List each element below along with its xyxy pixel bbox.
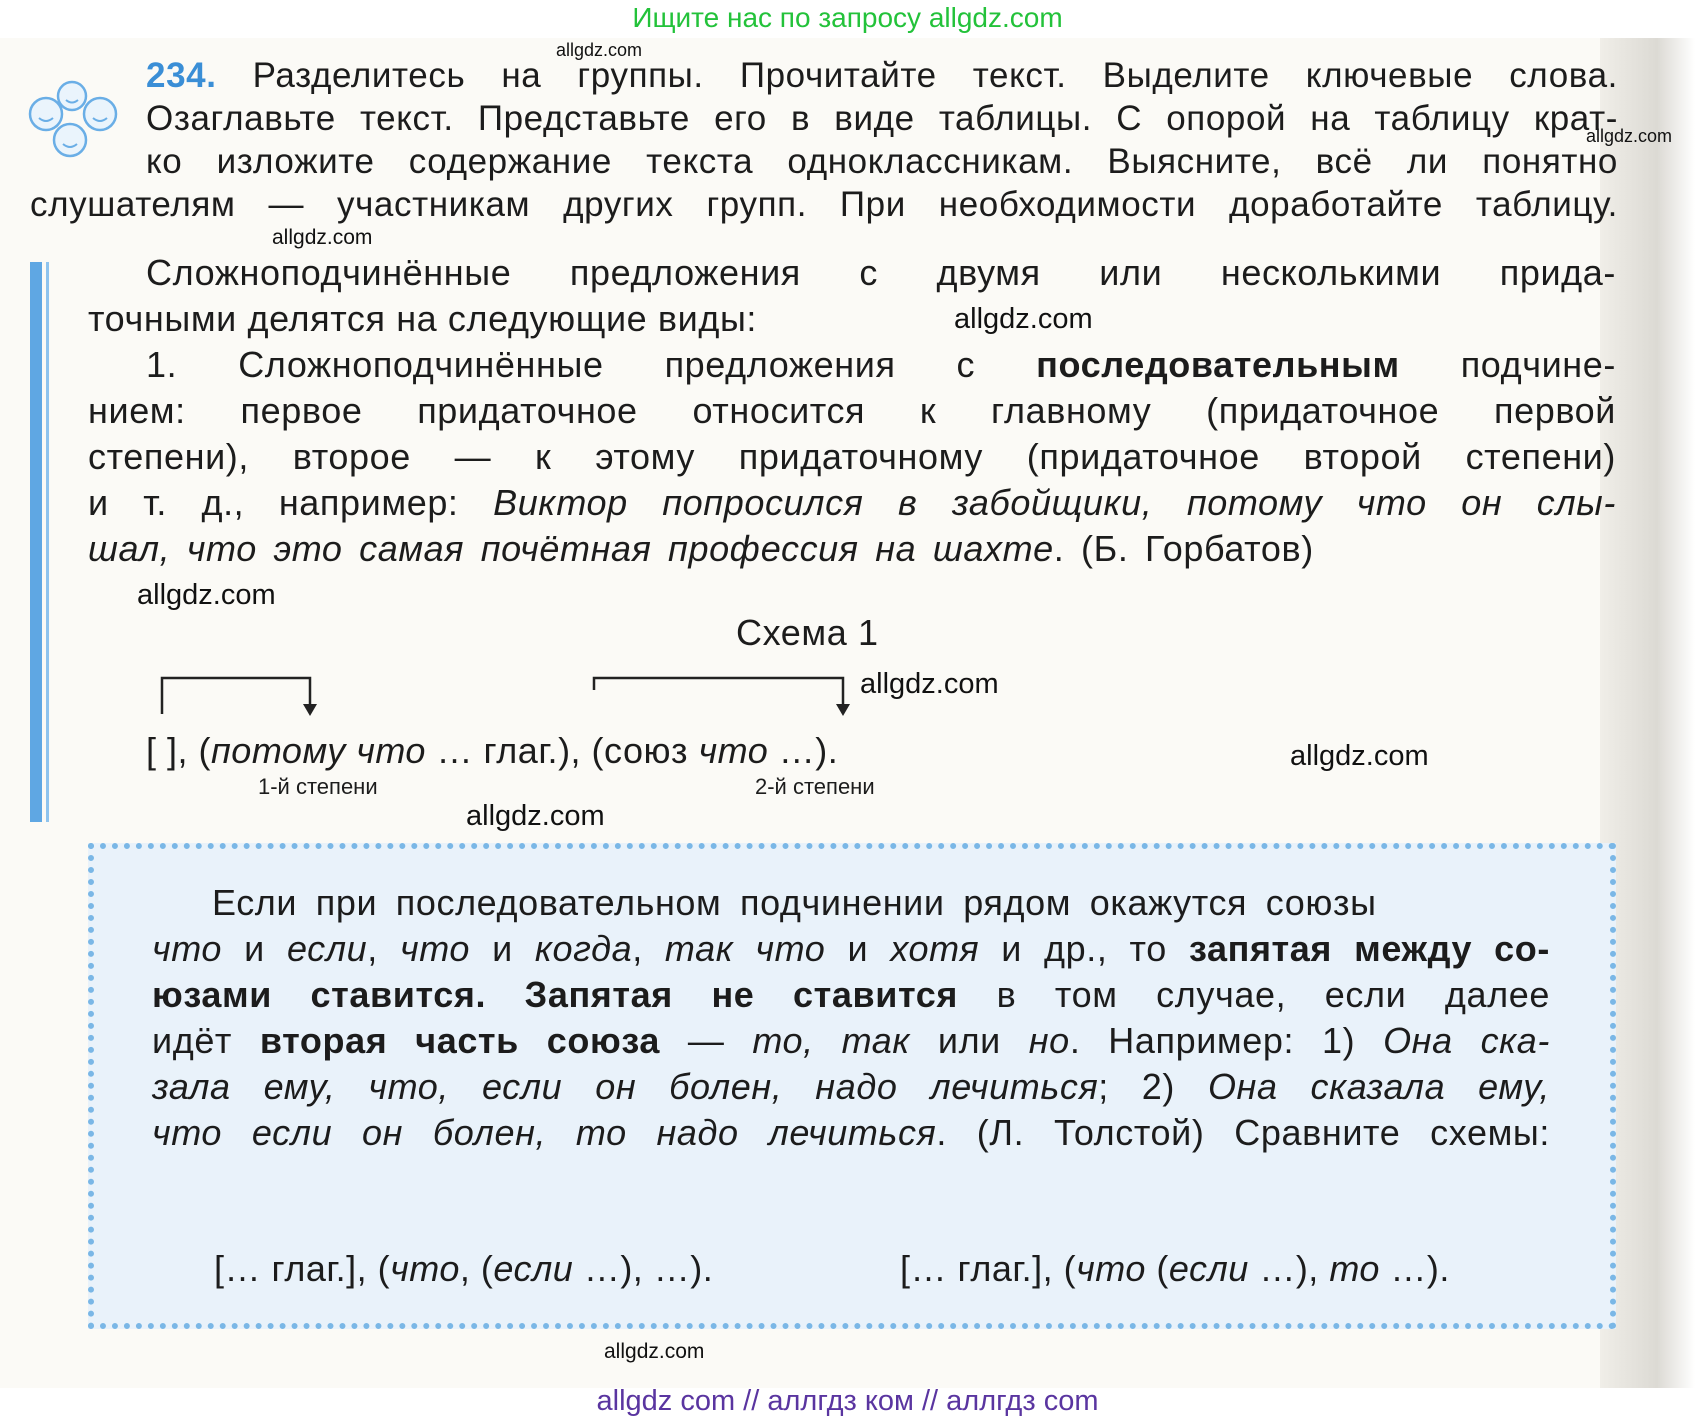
- watermark: allgdz.com: [466, 800, 605, 832]
- scheme2b-formula: [… глаг.], (что (если …), то …).: [900, 1248, 1450, 1289]
- scheme1-label-first-degree: 1-й степени: [258, 774, 378, 799]
- theory-line-7: шал, что это самая почётная профессия на шахте. (Б. Горбатов): [88, 528, 1314, 569]
- theory-line-6: и т. д., например: Виктор попросился в забойщики, потому что он слы-: [88, 482, 1616, 523]
- theory-line-5: степени), второе — к этому придаточному (придаточное второй степени): [88, 436, 1616, 477]
- theory-line-1: Сложноподчинённые предложения с двумя или несколькими прида-: [146, 252, 1616, 293]
- watermark: allgdz.com: [604, 1340, 705, 1363]
- scheme2a-formula: [… глаг.], (что, (если …), …).: [214, 1248, 714, 1289]
- theory-line-3: 1. Сложноподчинённые предложения с последовательным подчине-: [146, 344, 1616, 385]
- rule-line-5: зала ему, что, если он болен, надо лечиться; 2) Она сказала ему,: [152, 1066, 1550, 1107]
- rule-line-6: что если он болен, то надо лечиться. (Л. Толстой) Сравните схемы:: [152, 1112, 1550, 1153]
- watermark: allgdz.com: [1586, 126, 1673, 146]
- theory-line-2: точными делятся на следующие виды:: [88, 298, 758, 339]
- watermark: allgdz.com: [137, 579, 276, 611]
- scheme1-formula: [ ], (потому что … глаг.), (союз что …).: [146, 730, 839, 771]
- task-number: 234.: [146, 56, 217, 95]
- theory-line-4: нием: первое придаточное относится к главному (придаточное первой: [88, 390, 1616, 431]
- watermark: allgdz.com: [1290, 740, 1429, 772]
- rule-line-1: Если при последовательном подчинении рядом окажутся союзы: [212, 882, 1377, 923]
- watermark: allgdz.com: [954, 303, 1093, 335]
- footer-links[interactable]: allgdz com // аллгдз ком // аллгдз com: [596, 1385, 1099, 1417]
- scheme1-title: Схема 1: [736, 612, 879, 653]
- top-banner[interactable]: Ищите нас по запросу allgdz.com: [632, 2, 1063, 33]
- watermark: allgdz.com: [860, 668, 999, 700]
- task-line-2: Озаглавьте текст. Представьте его в виде таблицы. С опорой на таблицу крат-: [146, 99, 1618, 138]
- scheme1-arrow-1: [162, 678, 310, 714]
- rule-line-2: что и если, что и когда, так что и хотя и др., то запятая между со-: [152, 928, 1550, 969]
- task-line-1: 234. Разделитесь на группы. Прочитайте текст. Выделите ключевые слова.: [146, 56, 1618, 95]
- watermark: allgdz.com: [556, 40, 643, 60]
- task-line-3: ко изложите содержание текста одноклассникам. Выясните, всё ли понятно: [146, 142, 1618, 181]
- watermark: allgdz.com: [272, 226, 373, 249]
- scheme1-arrow-2: [594, 678, 843, 708]
- rule-line-4: идёт вторая часть союза — то, так или но. Например: 1) Она ска-: [152, 1020, 1550, 1061]
- task-line-4: слушателям — участникам других групп. При необходимости доработайте таблицу.: [30, 185, 1618, 224]
- scheme1-label-second-degree: 2-й степени: [755, 774, 875, 799]
- rule-line-3: юзами ставится. Запятая не ставится в том случае, если далее: [152, 974, 1550, 1015]
